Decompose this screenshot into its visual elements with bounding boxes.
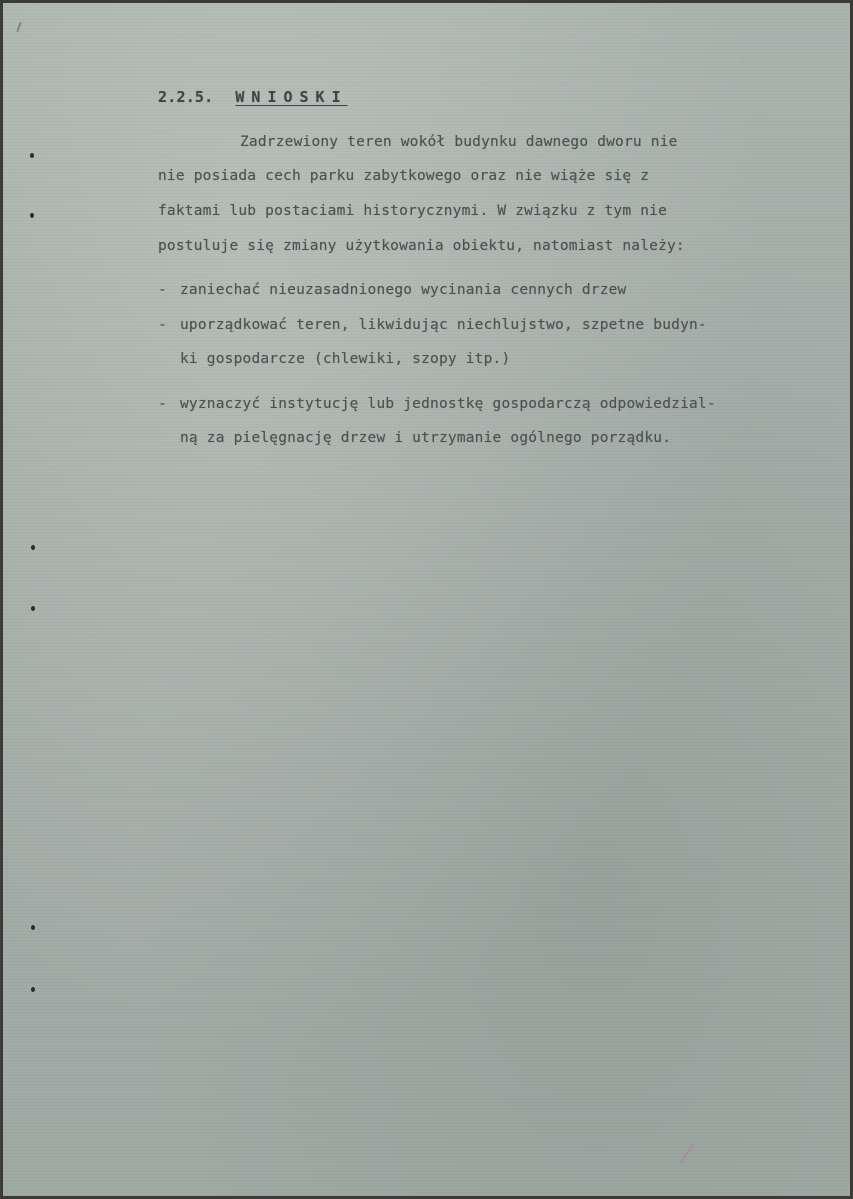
section-number: 2.2.5. (158, 88, 214, 106)
bullet-marker-3: - (158, 396, 167, 412)
punch-hole-dot (31, 606, 35, 611)
punch-hole-dot (31, 545, 35, 550)
bullet-marker-2: - (158, 317, 167, 333)
paragraph-line-3: faktami lub postaciami historycznymi. W związku z tym nie (158, 203, 667, 219)
punch-hole-dot (31, 987, 35, 992)
bullet-2-line-1: uporządkować teren, likwidując niechlujstwo, szpetne budyn- (180, 317, 707, 333)
bullet-2-line-2: ki gospodarcze (chlewiki, szopy itp.) (180, 351, 511, 367)
bullet-1-line-1: zaniechać nieuzasadnionego wycinania cennych drzew (180, 282, 627, 298)
punch-hole-dot (30, 153, 34, 158)
bullet-3-line-1: wyznaczyć instytucję lub jednostkę gospodarczą odpowiedzial- (180, 396, 716, 412)
paragraph-line-4: postuluje się zmiany użytkowania obiektu, natomiast należy: (158, 238, 685, 254)
bullet-marker-1: - (158, 282, 167, 298)
paragraph-line-1: Zadrzewiony teren wokół budynku dawnego dworu nie (240, 134, 678, 150)
ink-stroke-mark (679, 1144, 708, 1173)
margin-pencil-mark (16, 22, 21, 32)
section-heading (158, 88, 348, 106)
bullet-3-line-2: ną za pielęgnację drzew i utrzymanie ogólnego porządku. (180, 430, 672, 446)
paragraph-line-2: nie posiada cech parku zabytkowego oraz nie wiąże się z (158, 168, 650, 184)
section-title: WNIOSKI (235, 88, 348, 106)
punch-hole-dot (31, 925, 35, 930)
punch-hole-dot (30, 213, 34, 218)
